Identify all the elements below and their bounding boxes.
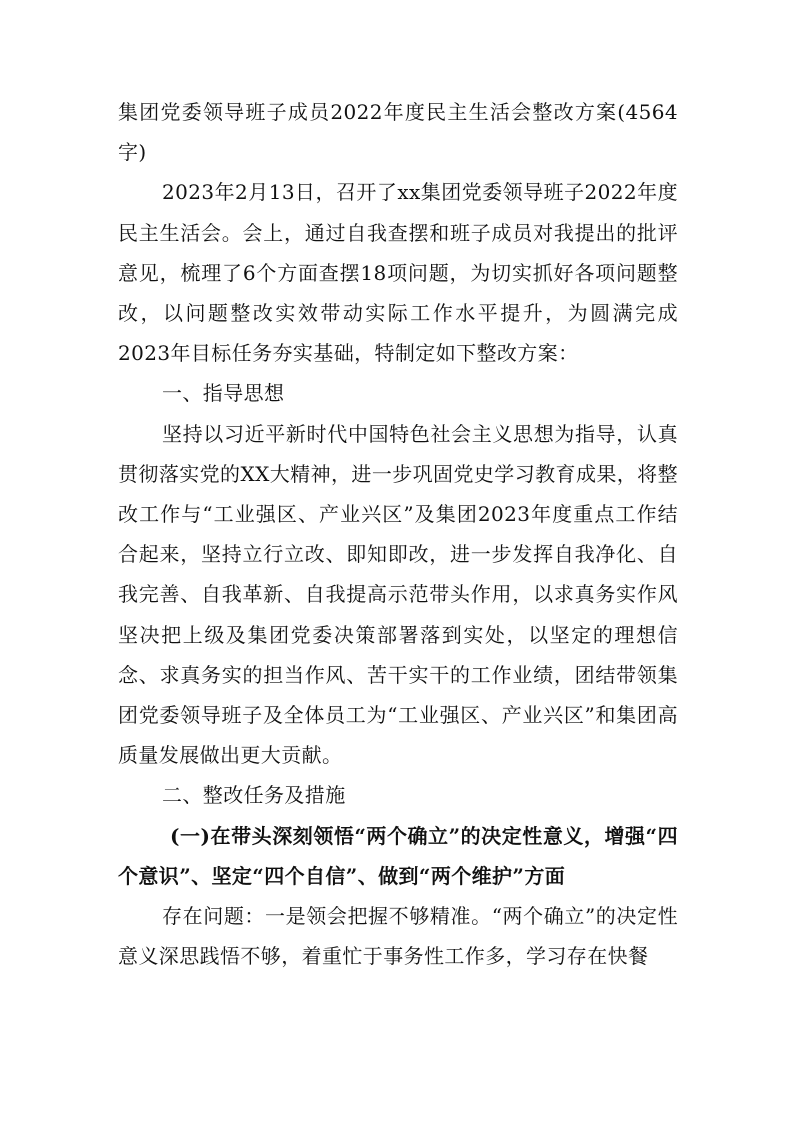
guiding-thought-paragraph: 坚持以习近平新时代中国特色社会主义思想为指导，认真贯彻落实党的XX大精神，进一步巩固党史学习教育成果，将整改工作与“工业强区、产业兴区”及集团2023年度重点工作结合起来，坚持立行立改、即知即改，进一步发挥自我净化、自我完善、自我革新、自我提高示范带头作用，以求真务实作风坚决把上级及集团党委决策部署落到实处，以坚定的理想信念、求真务实的担当作风、苦干实干的工作业绩，团结带领集团党委领导班子及全体员工为“工业强区、产业兴区”和集团高质量发展做出更大贡献。 — [118, 421, 678, 768]
section-heading-tasks: 二、整改任务及措施 — [162, 783, 346, 808]
section-heading-guiding-thought: 一、指导思想 — [162, 381, 285, 406]
subsection-heading-two-establishments: (一)在带头深刻领悟“两个确立”的决定性意义，增强“四个意识”、坚定“四个自信”、做到“两个维护”方面 — [118, 823, 678, 888]
document-page — [118, 92, 678, 976]
intro-paragraph: 2023年2月13日，召开了xx集团党委领导班子2022年度民主生活会。会上，通过自我查摆和班子成员对我提出的批评意见，梳理了6个方面查摆18项问题，为切实抓好各项问题整改，以问题整改实效带动实际工作水平提升，为圆满完成2023年目标任务夯实基础，特制定如下整改方案： — [118, 180, 678, 366]
document-title: 集团党委领导班子成员2022年度民主生活会整改方案(4564字) — [118, 100, 678, 165]
problems-paragraph: 存在问题：一是领会把握不够精准。“两个确立”的决定性意义深思践悟不够，着重忙于事务性工作多，学习存在快餐 — [118, 904, 678, 969]
